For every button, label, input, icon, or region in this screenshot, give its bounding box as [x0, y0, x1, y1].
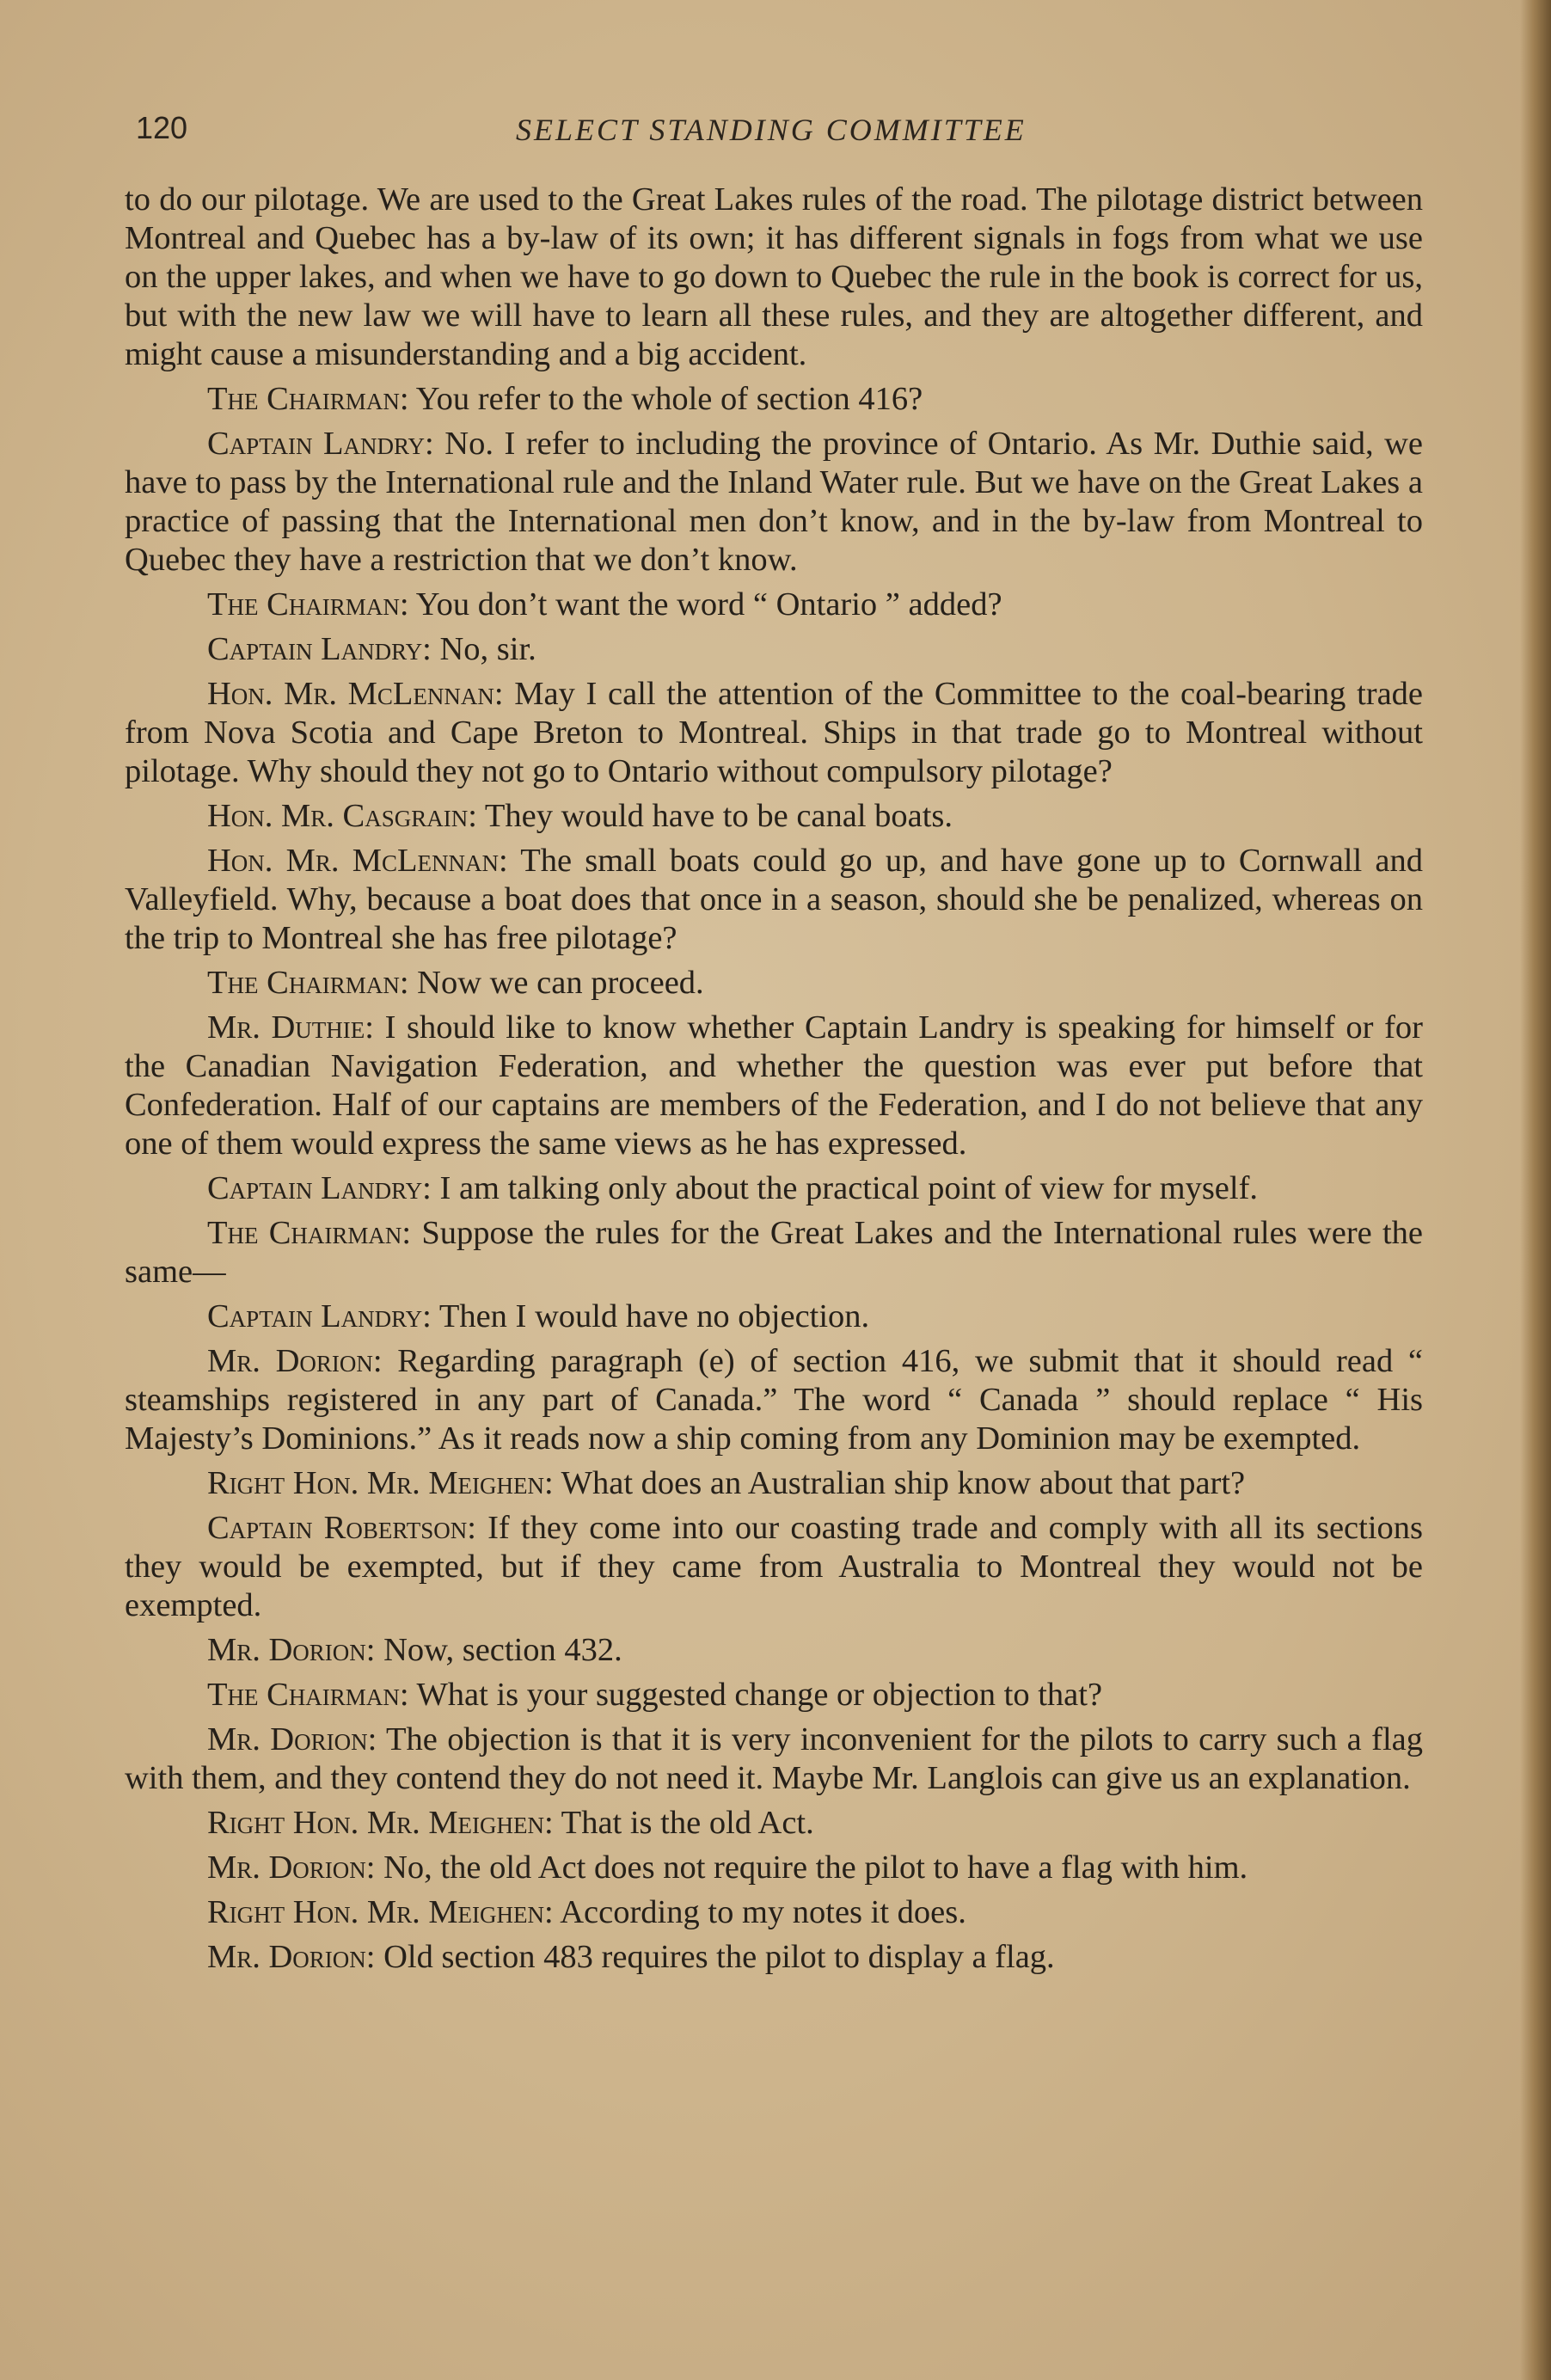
speaker-name: Mr. Dorion:	[207, 1343, 383, 1379]
paragraph-text: May I call the attention of the Committee to the coal-bearing trade from Nova Scotia and Cape Breton to Montreal. Ships in that trade go to Montreal without pilotage. Why should they not go to Ontario without compulsory pilotage?	[125, 676, 1424, 789]
speaker-name: The Chairman:	[207, 1215, 412, 1251]
paragraph-text: No. I refer to including the province of Ontario. As Mr. Duthie said, we have to pass by the International rule and the Inland Water rule. But we have on the Great Lakes a practice of passing that the International men don’t know, and in the by-law from Montreal to Quebec they have a restriction that we don’t know.	[125, 426, 1424, 578]
paragraph-text: What is your suggested change or objection to that?	[416, 1677, 1103, 1713]
paragraph	[125, 1169, 1423, 1208]
paragraph-text: I should like to know whether Captain Landry is speaking for himself or for the Canadian Navigation Federation, and whether the question was ever put before that Confederation. Half of our captains are members of the Federation, and I do not believe that any one of them would express the same views as he has expressed.	[125, 1009, 1423, 1162]
paragraph	[125, 964, 1423, 1003]
paragraph	[125, 1938, 1423, 1977]
speaker-name: Right Hon. Mr. Meighen:	[207, 1805, 554, 1841]
speaker-name: Captain Landry:	[207, 1170, 432, 1206]
paragraph-text: I am talking only about the practical point of view for myself.	[439, 1170, 1259, 1206]
speaker-name: Mr. Dorion:	[207, 1632, 376, 1668]
page-number: 120	[136, 110, 188, 145]
paragraph-text: Old section 483 requires the pilot to display a flag.	[383, 1939, 1055, 1975]
paragraph-text: to do our pilotage. We are used to the Great Lakes rules of the road. The pilotage district between Montreal and Quebec has a by-law of its own; it has different signals in fogs from what we use on the upper lakes, and when we have to go down to Quebec the rule in the book is correct for us, but with the new law we will have to learn all these rules, and they are altogether different, and might cause a misunderstanding and a big accident.	[125, 181, 1423, 372]
paragraph-text: No, sir.	[439, 631, 536, 667]
paragraph	[125, 1631, 1423, 1670]
page-body	[125, 181, 1423, 1983]
paragraph	[125, 1509, 1423, 1625]
speaker-name: Right Hon. Mr. Meighen:	[207, 1465, 554, 1501]
speaker-name: Captain Landry:	[207, 426, 434, 462]
paragraph	[125, 1464, 1423, 1503]
paragraph-text: No, the old Act does not require the pilot to have a flag with him.	[383, 1849, 1248, 1886]
speaker-name: The Chairman:	[207, 965, 409, 1001]
paragraph	[125, 675, 1423, 791]
paragraph	[125, 1342, 1423, 1458]
speaker-name: The Chairman:	[207, 1677, 409, 1713]
paragraph-text: You refer to the whole of section 416?	[415, 381, 923, 417]
paragraph-text: Then I would have no objection.	[438, 1298, 870, 1334]
paragraph	[125, 380, 1423, 419]
paragraph-text: What does an Australian ship know about that part?	[561, 1465, 1246, 1501]
speaker-name: Captain Robertson:	[207, 1510, 476, 1546]
paragraph	[125, 1214, 1423, 1291]
book-spine-shadow	[1520, 0, 1551, 2380]
paragraph-text: According to my notes it does.	[560, 1894, 966, 1930]
paragraph	[125, 1676, 1423, 1714]
speaker-name: Mr. Dorion:	[207, 1721, 377, 1757]
paragraph	[125, 425, 1423, 580]
speaker-name: Hon. Mr. McLennan:	[207, 843, 508, 879]
paragraph	[125, 1009, 1423, 1163]
paragraph	[125, 586, 1423, 624]
paragraph	[125, 630, 1423, 669]
paragraph-text: You don’t want the word “ Ontario ” added?	[415, 586, 1002, 623]
speaker-name: Hon. Mr. Casgrain:	[207, 798, 477, 834]
speaker-name: The Chairman:	[207, 586, 409, 623]
page-header	[129, 110, 1436, 162]
speaker-name: Hon. Mr. McLennan:	[207, 676, 504, 712]
paragraph	[125, 1893, 1423, 1932]
paragraph	[125, 1721, 1423, 1798]
speaker-name: The Chairman:	[207, 381, 409, 417]
paragraph-text: If they come into our coasting trade and comply with all its sections they would be exempted, but if they came from Australia to Montreal they would not be exempted.	[125, 1510, 1424, 1623]
paragraph-text: Now, section 432.	[383, 1632, 622, 1668]
paragraph-text: Regarding paragraph (e) of section 416, we submit that it should read “ steamships registered in any part of Canada.” The word “ Canada ” should replace “ His Majesty’s Dominions.” As it reads now a ship coming from any Dominion may be exempted.	[125, 1343, 1423, 1457]
paragraph-text: The objection is that it is very inconvenient for the pilots to carry such a flag with them, and they contend they do not need it. Maybe Mr. Langlois can give us an explanation.	[125, 1721, 1423, 1796]
paragraph	[125, 1297, 1423, 1336]
paragraph-text: Now we can proceed.	[417, 965, 704, 1001]
paragraph	[125, 181, 1423, 374]
paragraph-text: That is the old Act.	[561, 1805, 814, 1841]
speaker-name: Captain Landry:	[207, 631, 432, 667]
paragraph-text: The small boats could go up, and have gone up to Cornwall and Valleyfield. Why, because a boat does that once in a season, should she be penalized, whereas on the trip to Montreal she has free pilotage?	[125, 843, 1423, 956]
paragraph	[125, 1849, 1423, 1887]
speaker-name: Mr. Dorion:	[207, 1939, 376, 1975]
paragraph	[125, 797, 1423, 836]
running-head: SELECT STANDING COMMITTEE	[516, 113, 1027, 147]
speaker-name: Mr. Duthie:	[207, 1009, 374, 1046]
speaker-name: Right Hon. Mr. Meighen:	[207, 1894, 554, 1930]
paragraph-text: They would have to be canal boats.	[484, 798, 953, 834]
speaker-name: Mr. Dorion:	[207, 1849, 376, 1886]
paragraph	[125, 1804, 1423, 1843]
paragraph	[125, 842, 1423, 958]
speaker-name: Captain Landry:	[207, 1298, 432, 1334]
paragraph-text: Suppose the rules for the Great Lakes and the International rules were the same—	[125, 1215, 1424, 1290]
